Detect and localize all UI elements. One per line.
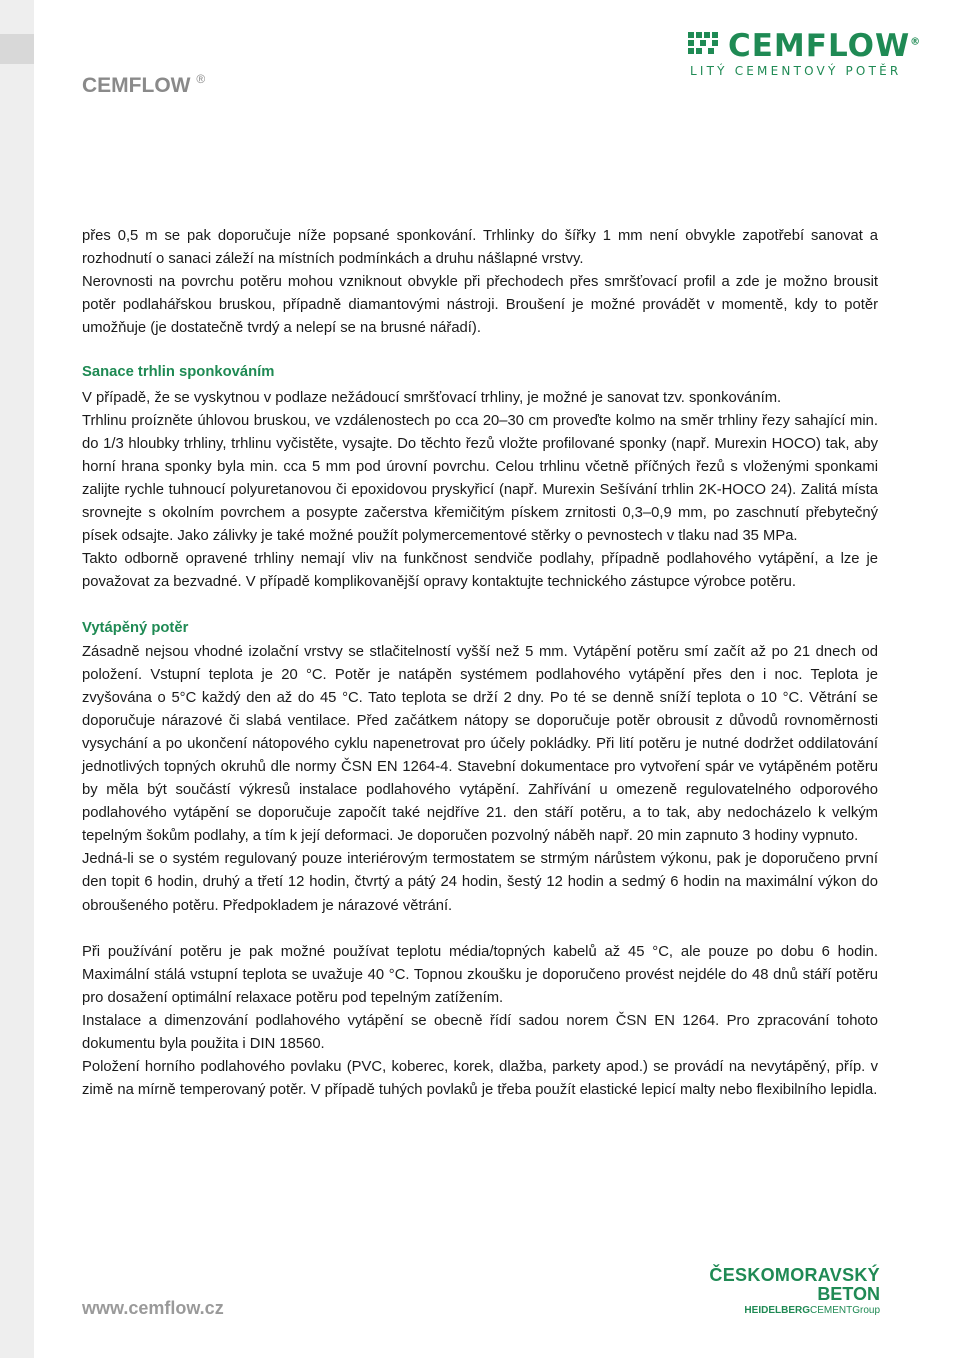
sanace-paragraph-2: Trhlinu proízněte úhlovou bruskou, ve vzdálenostech po cca 20–30 cm proveďte kolmo na směr trhliny řezy sahající min. do 1/3 hloubky trhliny, trhlinu vyčistěte, vysajte. Do těchto řezů vložte profilované sponky (např. Murexin HOCO) tak, aby horní hrana sponky byla min. cca 5 mm pod úrovní povrchu. Celou trhlinu včetně příčných řezů s vloženými sponkami zalijte rychle tuhnoucí polyuretanovou či epoxidovou pryskyřicí (např. Murexin Sešívání trhlin 2K-HOCO 24). Zalitá místa srovnejte s okolním povrchem a posypte začerstva křemičitým pískem zrnitosti 0,3–0,9 mm, po zaschnutí přebytečný písek odsajte. Jako zálivky je také možné použít polymercementové stěrky o pevnostech v tlaku nad 35 MPa. bbox=[82, 412, 878, 545]
footer-logo-line3-rest: CEMENTGroup bbox=[809, 1305, 880, 1316]
logo-word bbox=[728, 28, 921, 64]
cemflow-grid-icon bbox=[686, 30, 722, 60]
vytapeny-paragraph-3: Při používání potěru je pak možné používat teplotu média/topných kabelů až 45 °C, ale pouze po dobu 6 hodin. Maximální stálá vstupní teplota se uvažuje 40 °C. Topnou zkoušku je doporučeno provést nejdéle do 48 dnů stáří potěru pro dosažení optimální relaxace potěru pod tepelným zatížením. bbox=[82, 943, 878, 1006]
section-title-vytapeny: Vytápěný potěr bbox=[82, 620, 189, 637]
document-body bbox=[82, 225, 878, 1102]
ceskomoravsky-beton-logo bbox=[700, 1266, 880, 1317]
footer-url: www.cemflow.cz bbox=[82, 1298, 224, 1318]
sanace-paragraph-1: V případě, že se vyskytnou v podlaze nežádoucí smršťovací trhliny, je možné je sanovat tzv. sponkováním. bbox=[82, 389, 782, 406]
vytapeny-paragraph-4: Instalace a dimenzování podlahového vytápění se obecně řídí sadou norem ČSN EN 1264. Pro zpracování tohoto dokumentu byla použita i DIN 18560. bbox=[82, 1012, 878, 1052]
logo-word-text: CEMFLOW bbox=[728, 28, 911, 64]
vytapeny-paragraph-2: Jedná-li se o systém regulovaný pouze interiérovým termostatem se strmým nárůstem výkonu, pak je doporučeno první den topit 6 hodin, druhý a třetí 12 hodin, čtvrtý a pátý 24 hodin, šestý 12 hodin a sedmý 6 hodin na maximální výkon do obroušeného potěru. Předpokladem je nárazové větrání. bbox=[82, 851, 878, 914]
logo-tagline: LITÝ CEMENTOVÝ POTĚR bbox=[690, 64, 902, 78]
section-title-sanace: Sanace trhlin sponkováním bbox=[82, 364, 275, 381]
cemflow-logo bbox=[686, 28, 922, 80]
footer-logo-line1: ČESKOMORAVSKÝ bbox=[709, 1265, 880, 1285]
intro-paragraph-2: Nerovnosti na povrchu potěru mohou vzniknout obvykle při přechodech přes smršťovací profil a zde je možno brousit potěr podlahářskou bruskou, případně diamantovými nástroji. Broušení je možné provádět v momentě, kdy to potěr umožňuje (je dostatečně tvrdý a nelepí se na brusné nářadí). bbox=[82, 274, 878, 337]
side-strip-block bbox=[0, 34, 34, 64]
footer-logo-line3-bold: HEIDELBERG bbox=[744, 1305, 810, 1316]
footer-logo-line2: BETON bbox=[817, 1284, 880, 1304]
intro-paragraph-1: přes 0,5 m se pak doporučuje níže popsané sponkování. Trhlinky do šířky 1 mm není obvykle zapotřebí sanovat a rozhodnutí o sanaci záleží na místních podmínkách a druhu nášlapné vrstvy. bbox=[82, 228, 878, 268]
logo-mark: ® bbox=[910, 36, 922, 48]
side-strip bbox=[0, 0, 34, 1358]
header-brand bbox=[82, 74, 205, 98]
sanace-paragraph-3: Takto odborně opravené trhliny nemají vliv na funkčnost sendviče podlahy, případně podlahového vytápění, a lze je považovat za bezvadné. V případě komplikovanější opravy kontaktujte technického zástupce výrobce potěru. bbox=[82, 551, 878, 591]
header-brand-mark: ® bbox=[196, 72, 206, 86]
footer-logo-line3 bbox=[700, 1304, 880, 1317]
vytapeny-paragraph-1: Zásadně nejsou vhodné izolační vrstvy se stlačitelností vyšší než 5 mm. Vytápění potěru smí začít až po 21 dnech od položení. Vstupní teplota je 20 °C. Potěr je natápěn systémem podlahového vytápění přes den i noc. Teplota je zvyšována o 5°C každý den až do 45 °C. Tato teplota se drží 2 dny. Po té se denně sníží teplota o 10 °C. Větrání se doporučuje nárazové či slabá ventilace. Před začátkem nátopy se doporučuje potěr obrousit z důvodů rovnoměrnosti vysychání a po ukončení nátopového cyklu napenetrovat pro účely pokládky. Při lití potěru je nutné dodržet oddilatování jednotlivých topných okruhů dle normy ČSN EN 1264-4. Stavební dokumentace pro vytvoření spár ve vytápěném potěru by měla být součástí výkresů instalace podlahového vytápění. Zahřívání u omezeně regulovatelného odporového podlahového vytápění se doporučuje započít také nejdříve 21. den stáří potěru, a to tak, aby nedocházelo k velkým tepelným šokům podlahy, a tím k její deformaci. Je doporučen pozvolný náběh např. 20 min zapnuto 3 hodiny vypnuto. bbox=[82, 643, 878, 845]
vytapeny-paragraph-5: Položení horního podlahového povlaku (PVC, koberec, korek, dlažba, parkety apod.) se provádí na nevytápěný, příp. v zimě na mírně temperovaný potěr. V případě tuhých povlaků je třeba použít elastické lepicí malty nebo flexibilního lepidla. bbox=[82, 1059, 878, 1099]
header-brand-text: CEMFLOW bbox=[82, 74, 191, 97]
